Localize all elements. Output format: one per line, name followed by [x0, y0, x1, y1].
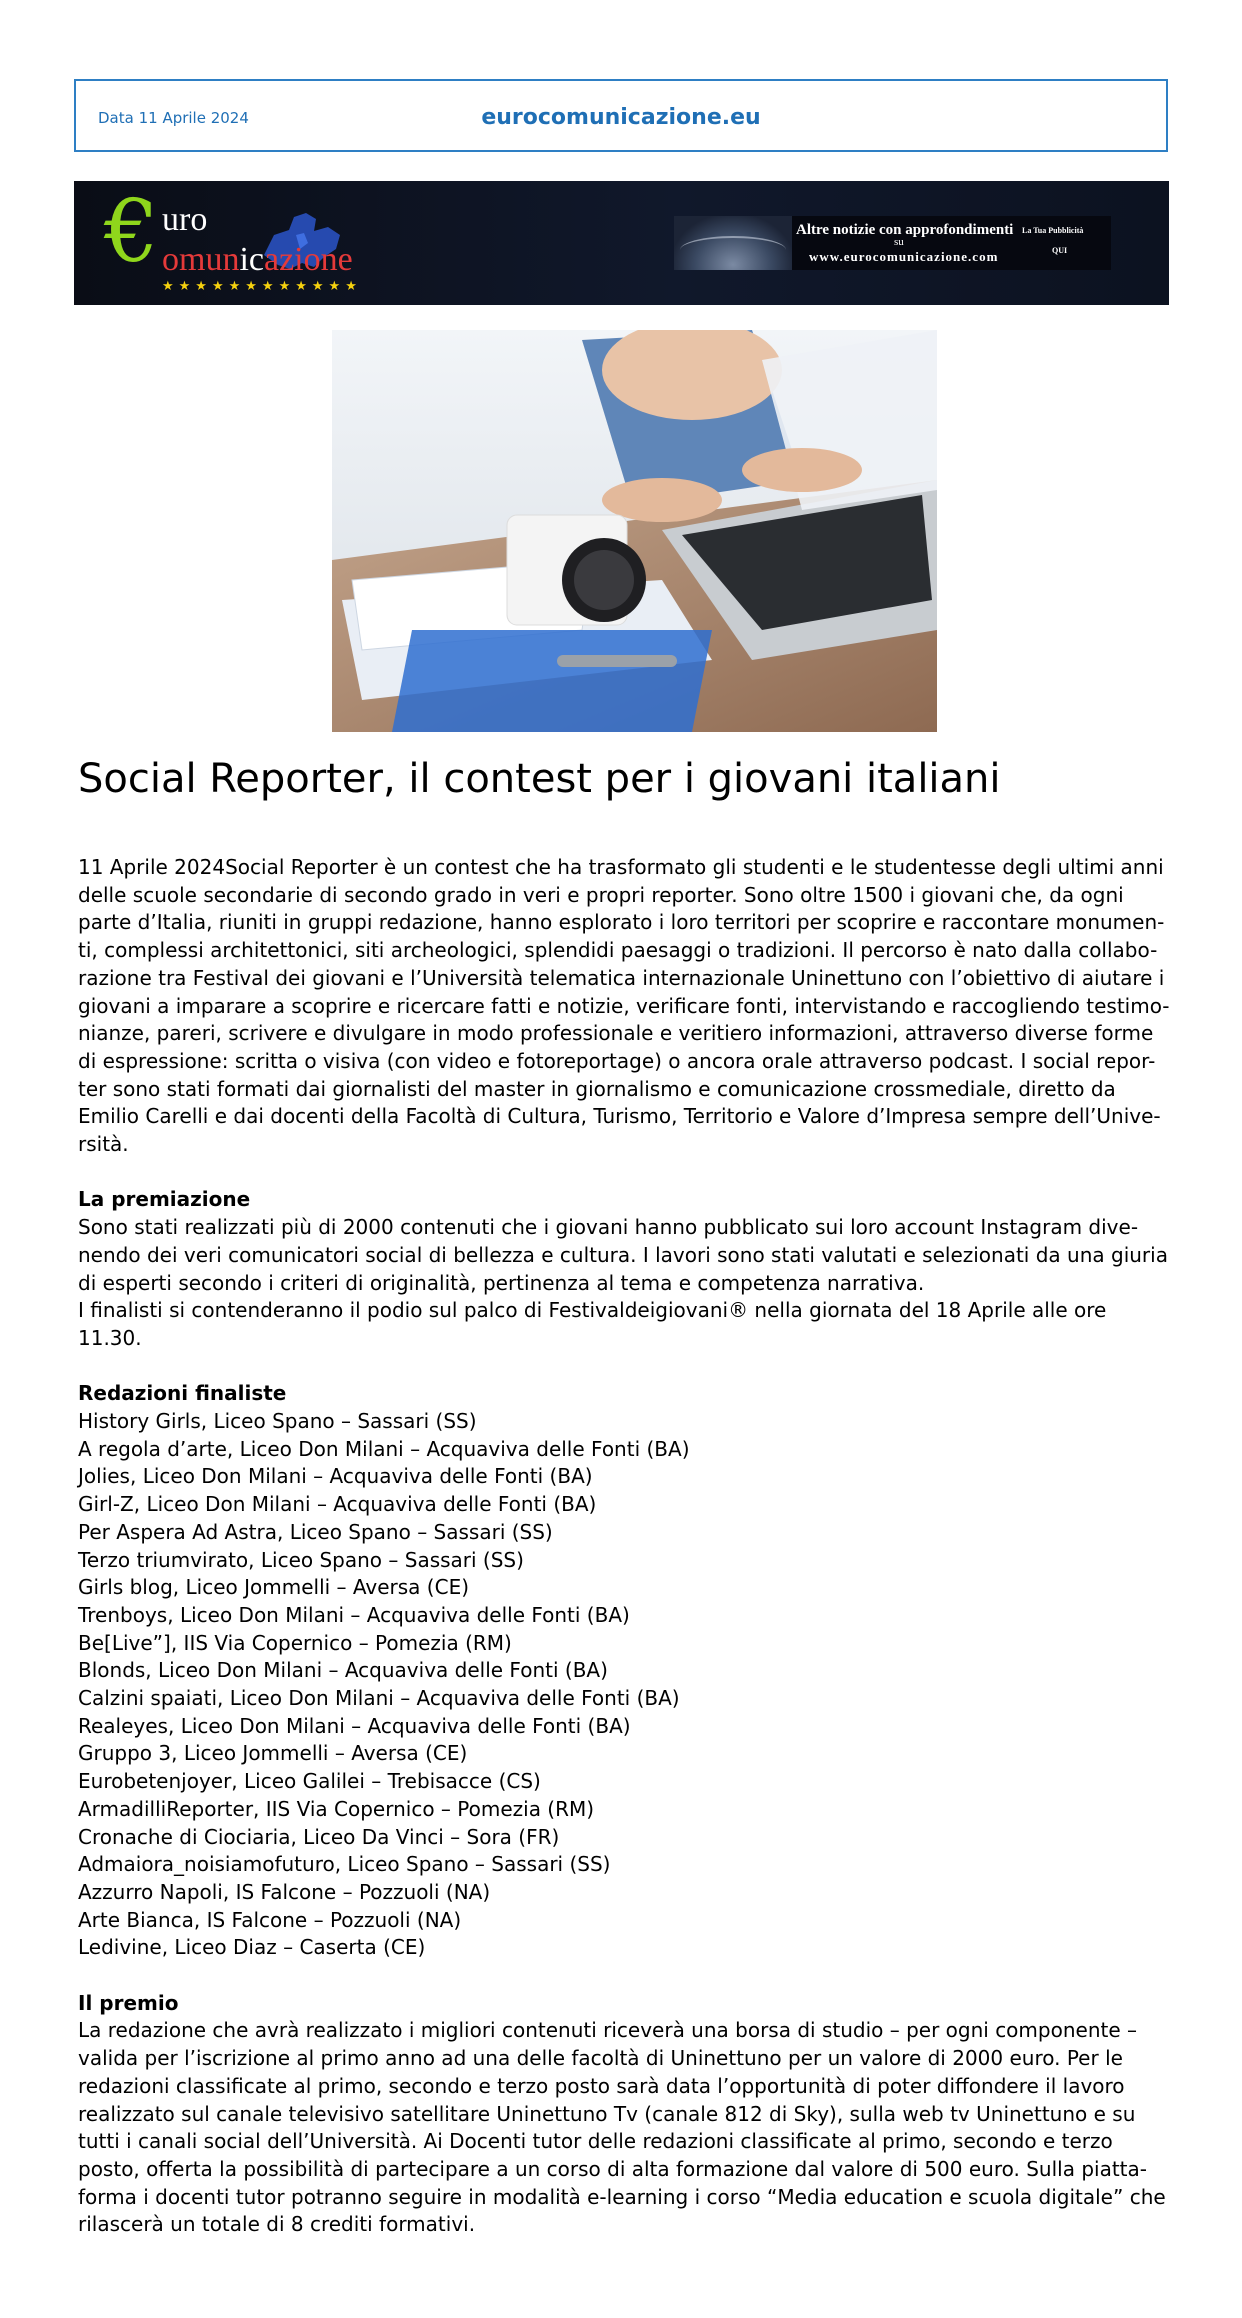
text-line: valida per l’iscrizione al primo anno ad una delle facoltà di Uninettuno per un valore di 2000 euro. Per le — [78, 2046, 1123, 2071]
ad-pubblicita: La Tua Pubblicità — [1022, 226, 1084, 235]
finalist-item: Calzini spaiati, Liceo Don Milani – Acquaviva delle Fonti (BA) — [78, 1686, 680, 1711]
finaliste-heading: Redazioni finaliste — [78, 1381, 287, 1406]
logo-word-uro: uro — [162, 201, 208, 238]
text-line: posto, offerta la possibilità di partecipare a un corso di alta formazione dal valore di 500 euro. Sulla piatta- — [78, 2157, 1147, 2181]
ad-title: Altre notizie con approfondimenti — [796, 222, 1014, 238]
finalist-item: ArmadilliReporter, IIS Via Copernico – Pomezia (RM) — [78, 1796, 595, 1821]
text-line: I finalisti si contenderanno il podio sul palco di Festivaldeigiovani® nella giornata del 18 Aprile alle ore — [78, 1298, 1107, 1323]
header-box — [74, 79, 1168, 152]
finalist-item: Cronache di Ciociaria, Liceo Da Vinci – Sora (FR) — [78, 1824, 560, 1849]
finalist-item: Girls blog, Liceo Jommelli – Aversa (CE) — [78, 1575, 470, 1600]
finalist-item: Realeyes, Liceo Don Milani – Acquaviva delle Fonti (BA) — [78, 1713, 631, 1738]
text-line: di espressione: scritta o visiva (con video e fotoreportage) o ancora orale attraverso podcast. I social repor- — [78, 1048, 1156, 1073]
site-banner[interactable] — [74, 181, 1169, 305]
text-line: rilascerà un totale di 8 crediti formativi. — [78, 2212, 476, 2237]
text-line: parte d’Italia, riuniti in gruppi redazione, hanno esplorato i loro territori per scoprire e raccontare monumen- — [78, 910, 1165, 935]
logo-word-comunicazione: omunicazione — [162, 241, 353, 278]
premiazione-paragraph — [78, 1214, 1178, 1353]
finaliste-list — [78, 1408, 1178, 1962]
text-line: rsità. — [78, 1132, 129, 1157]
article-body — [78, 854, 1178, 2239]
finalist-item: Be[Live”], IIS Via Copernico – Pomezia (RM) — [78, 1630, 512, 1655]
finalist-item: Blonds, Liceo Don Milani – Acquaviva delle Fonti (BA) — [78, 1658, 608, 1683]
finalist-item: Ledivine, Liceo Diaz – Caserta (CE) — [78, 1935, 426, 1960]
text-line: delle scuole secondarie di secondo grado in veri e propri reporter. Sono oltre 1500 i giovani che, da ogni — [78, 882, 1124, 907]
text-line: Emilio Carelli e dai docenti della Facoltà di Cultura, Turismo, Territorio e Valore d’Impresa sempre dell’Unive- — [78, 1104, 1161, 1129]
premiazione-heading: La premiazione — [78, 1187, 251, 1212]
finalist-item: Arte Bianca, IS Falcone – Pozzuoli (NA) — [78, 1907, 462, 1932]
ad-su: su — [894, 236, 904, 248]
text-line: realizzato sul canale televisivo satellitare Uninettuno Tv (canale 812 di Sky), sulla web tv Uninettuno e su — [78, 2101, 1136, 2126]
logo-e-letter: € — [104, 182, 159, 282]
ad-qui: QUI — [1052, 246, 1068, 255]
finalist-item: Per Aspera Ad Astra, Liceo Spano – Sassari (SS) — [78, 1519, 553, 1544]
article-photo — [332, 330, 937, 732]
text-line: ti, complessi architettonici, siti archeologici, splendidi paesaggi o tradizioni. Il percorso è nato dalla collabo- — [78, 938, 1158, 963]
microphone-laptop-illustration — [332, 330, 937, 732]
ad-url[interactable]: www.eurocomunicazione.com — [809, 249, 999, 264]
text-line: di esperti secondo i criteri di originalità, pertinenza al tema e competenza narrativa. — [78, 1270, 925, 1295]
logo-stars: ★★★★★★★★★★★★ — [162, 279, 362, 294]
text-line: giovani a imparare a scoprire e ricercare fatti e notizie, verificare fonti, intervistando e raccogliendo testimo- — [78, 993, 1170, 1018]
text-line: 11.30. — [78, 1325, 142, 1350]
text-line: redazioni classificate al primo, secondo e terzo posto sarà data l’opportunità di poter diffondere il lavoro — [78, 2073, 1125, 2098]
finalist-item: Trenboys, Liceo Don Milani – Acquaviva delle Fonti (BA) — [78, 1602, 630, 1627]
text-line: forma i docenti tutor potranno seguire in modalità e-learning i corso “Media education e scuola digitale” che — [78, 2184, 1166, 2209]
finalist-item: Eurobetenjoyer, Liceo Galilei – Trebisacce (CS) — [78, 1769, 541, 1794]
finalist-item: Azzurro Napoli, IS Falcone – Pozzuoli (NA) — [78, 1879, 491, 1904]
text-line: La redazione che avrà realizzato i migliori contenuti riceverà una borsa di studio – per ogni componente – — [78, 2018, 1137, 2043]
advertising-banner[interactable] — [674, 216, 1111, 270]
finalist-item: Girl-Z, Liceo Don Milani – Acquaviva delle Fonti (BA) — [78, 1492, 597, 1517]
eurocomunicazione-logo[interactable] — [104, 182, 434, 295]
premio-heading: Il premio — [78, 1990, 179, 2015]
finalist-item: Admaiora_noisiamofuturo, Liceo Spano – Sassari (SS) — [78, 1852, 611, 1877]
text-line: razione tra Festival dei giovani e l’Università telematica internazionale Uninettuno con l’obiettivo di aiutare i — [78, 965, 1165, 990]
intro-paragraph — [78, 854, 1178, 1159]
finalist-item: Gruppo 3, Liceo Jommelli – Aversa (CE) — [78, 1741, 468, 1766]
text-line: ter sono stati formati dai giornalisti del master in giornalismo e comunicazione crossmediale, diretto da — [78, 1076, 1116, 1101]
text-line: 11 Aprile 2024Social Reporter è un contest che ha trasformato gli studenti e le studentesse degli ultimi anni — [78, 855, 1164, 879]
text-line: Sono stati realizzati più di 2000 contenuti che i giovani hanno pubblicato sui loro account Instagram dive- — [78, 1215, 1139, 1240]
header-site-name[interactable]: eurocomunicazione.eu — [481, 105, 761, 130]
premio-paragraph — [78, 2017, 1178, 2239]
finalist-item: A regola d’arte, Liceo Don Milani – Acquaviva delle Fonti (BA) — [78, 1436, 690, 1461]
parliament-image — [674, 216, 792, 270]
article-title: Social Reporter, il contest per i giovani italiani — [78, 756, 1001, 802]
header-date: Data 11 Aprile 2024 — [98, 109, 249, 127]
finalist-item: History Girls, Liceo Spano – Sassari (SS) — [78, 1409, 477, 1434]
text-line: nendo dei veri comunicatori social di bellezza e cultura. I lavori sono stati valutati e selezionati da una giuria — [78, 1242, 1168, 1267]
finalist-item: Terzo triumvirato, Liceo Spano – Sassari (SS) — [78, 1547, 524, 1572]
text-line: nianze, pareri, scrivere e divulgare in modo professionale e veritiero informazioni, attraverso diverse forme — [78, 1021, 1154, 1046]
text-line: tutti i canali social dell’Università. Ai Docenti tutor delle redazioni classificate al primo, secondo e terzo — [78, 2129, 1113, 2154]
finalist-item: Jolies, Liceo Don Milani – Acquaviva delle Fonti (BA) — [78, 1464, 593, 1489]
